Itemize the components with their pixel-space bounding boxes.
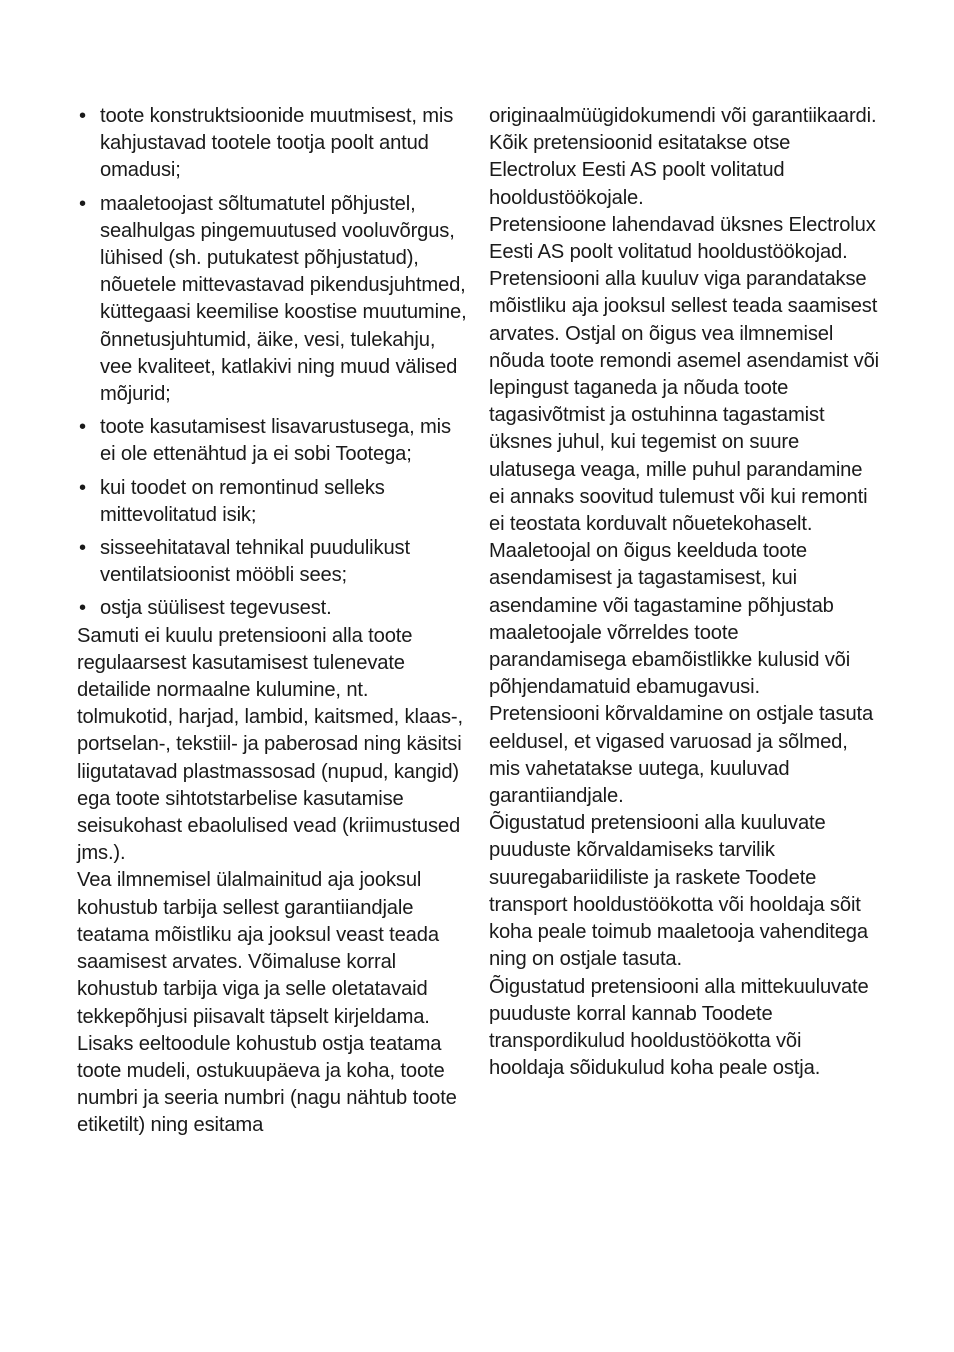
- paragraph-continued-documents: originaalmüügidokumendi või garantiikaardi.: [489, 105, 877, 127]
- list-item-text: kui toodet on remontinud selleks mittevolitatud isik;: [100, 476, 385, 526]
- paragraph-repair-free-of-charge: Pretensiooni kõrvaldamine on ostjale tasuta eeldusel, et vigased varuosad ja sõlmed, mis vahetatakse uutega, kuuluvad garantiiandjale.: [489, 703, 874, 808]
- list-item-text: toote kasutamisest lisavarustusega, mis ei ole ettenähtud ja ei sobi Tootega;: [100, 416, 451, 466]
- list-item-text: maaletoojast sõltumatutel põhjustel, sealhulgas pingemuutused vooluvõrgus, lühised (sh. putukatest põhjustatud), nõuetele mittevastavad pikendusjuhtmed, küttegaasi keemilise koostise muutumine, õnnetusjuhtumid, äike, vesi, tulekahju, vee kvaliteet, katlakivi ning muud välised mõjurid;: [100, 192, 467, 406]
- bullet-icon: •: [79, 192, 86, 215]
- bullet-icon: •: [79, 537, 86, 560]
- list-item: [77, 595, 469, 622]
- paragraph-transport-justified: Õigustatud pretensiooni alla kuuluvate puuduste kõrvaldamiseks tarvilik suuregabariidiliste ja raskete Toodete transport hooldustöökotta või hooldaja sõit koha peale toimub maaletooja vahenditega ning on ostjale tasuta.: [489, 812, 868, 971]
- list-item: [77, 475, 469, 529]
- paragraph-wear-exclusions: Samuti ei kuulu pretensiooni alla toote regulaarsest kasutamisest tulenevate detailide normaalne kulumine, nt. tolmukotid, harjad, lambid, kaitsmed, klaas-, portselan-, tekstiil- ja paberosad ning käsitsi liigutatavad plastmassosad (nupud, kangid) ega toote sihtotstarbelise kasutamise seisukohast ebaolulised vead (kriimustused jms.).: [77, 624, 463, 865]
- exclusions-list: [77, 103, 469, 623]
- right-column: [489, 103, 881, 1082]
- list-item: [77, 414, 469, 468]
- bullet-icon: •: [79, 416, 86, 439]
- bullet-icon: •: [79, 105, 86, 127]
- bullet-icon: •: [79, 476, 86, 499]
- left-column: [77, 103, 469, 1140]
- list-item: [77, 535, 469, 589]
- list-item-text: ostja süülisest tegevusest.: [100, 597, 332, 620]
- list-item-text: sisseehitataval tehnikal puudulikust ventilatsioonist mööbli sees;: [100, 537, 410, 587]
- bullet-icon: •: [79, 597, 86, 620]
- paragraph-defect-reporting: Vea ilmnemisel ülalmainitud aja jooksul kohustub tarbija sellest garantiiandjale teatama mõistliku aja jooksul veast teada saamisest arvates. Võimaluse korral kohustub tarbija viga ja selle oletatavaid tekkepõhjusi piisavalt täpselt kirjeldama. Lisaks eeltoodule kohustub ostja teatama toote mudeli, ostukuupäeva ja koha, toote numbri ja seeria numbri (nagu nähtub toote etiketilt) ning esitama: [77, 869, 457, 1137]
- paragraph-claims-submission: Kõik pretensioonid esitatakse otse Electrolux Eesti AS poolt volitatud hooldustöökojale.: [489, 132, 791, 209]
- paragraph-transport-unjustified: Õigustatud pretensiooni alla mittekuuluvate puuduste korral kannab Toodete transpordikulud hooldustöökotta või hooldaja sõidukulud koha peale ostja.: [489, 975, 869, 1080]
- list-item-text: toote konstruktsioonide muutmisest, mis kahjustavad tootele tootja poolt antud omadusi;: [100, 105, 454, 182]
- paragraph-claims-resolution: Pretensioone lahendavad üksnes Electrolux Eesti AS poolt volitatud hooldustöökojad. Pretensiooni alla kuuluv viga parandatakse mõistliku aja jooksul sellest teada saamisest arvates. Ostjal on õigus vea ilmnemisel nõuda toote remondi asemel asendamist või lepingust taganeda ja nõuda toote tagasivõtmist ja ostuhinna tagastamist üksnes juhul, kui tegemist on suure ulatusega veaga, mille puhul parandamine ei annaks soovitud tulemust või kui remonti ei teostata korduvalt nõuetekohaselt. Maaletoojal on õigus keelduda toote asendamisest ja tagastamisest, kui asendamine või tagastamine põhjustab maaletoojale võrreldes toote parandamisega ebamõistlikke kulusid või põhjendamatuid ebamugavusi.: [489, 213, 879, 699]
- list-item: [77, 191, 469, 409]
- list-item: [77, 103, 469, 185]
